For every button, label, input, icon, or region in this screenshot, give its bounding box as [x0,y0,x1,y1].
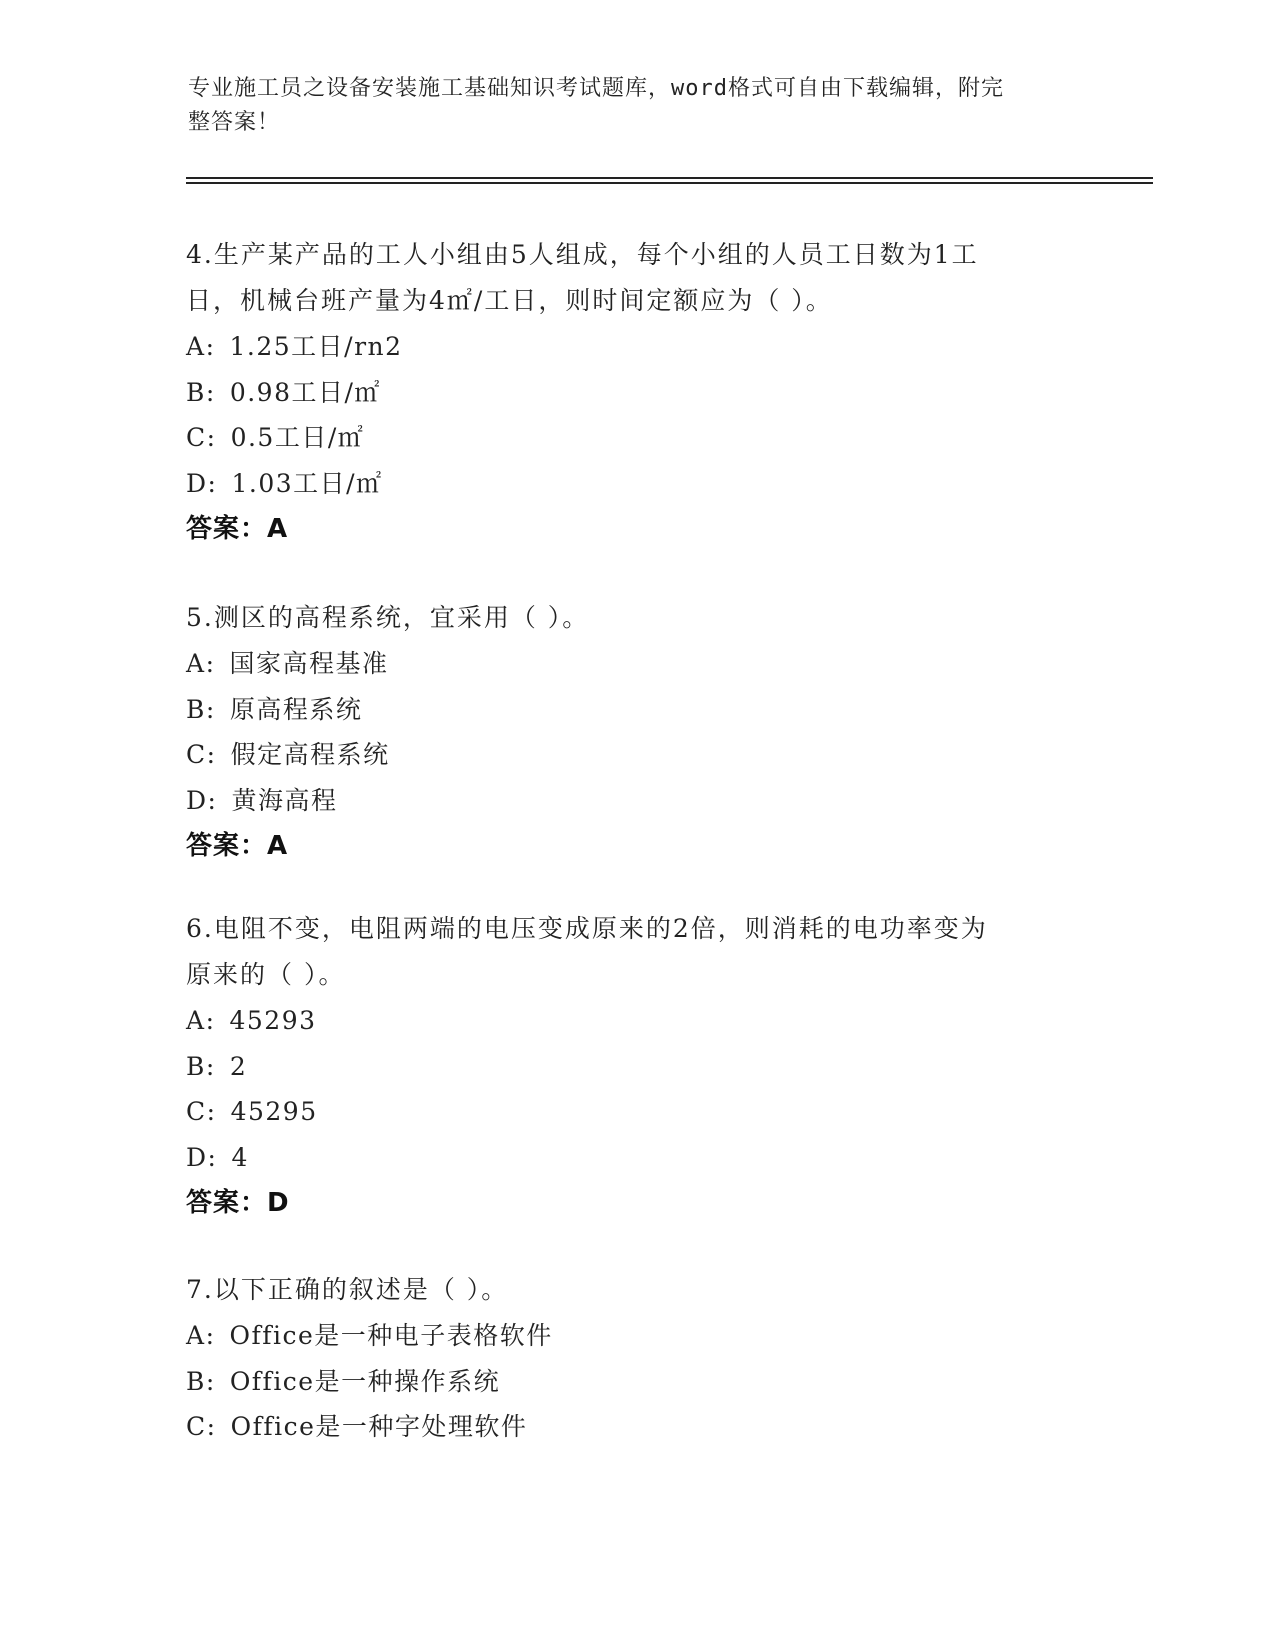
option-text: 原高程系统 [229,694,363,724]
option-letter: C [186,740,207,769]
option-text: 1.25工日/rn2 [229,332,403,361]
option-sep: : [205,1051,216,1081]
option-c [186,415,1066,461]
option-sep: : [205,1321,216,1350]
option-text: Office是一种电子表格软件 [229,1321,553,1350]
question-text-line-1: 6.电阻不变，电阻两端的电压变成原来的2倍，则消耗的电功率变为 [186,914,988,943]
answer-label: 答案：A [186,831,289,861]
option-b [186,1359,1066,1405]
answer-label: 答案：D [186,1188,290,1218]
option-letter: D [186,468,208,498]
option-sep: : [206,740,217,769]
option-text: Office是一种字处理软件 [230,1412,528,1441]
question-6 [186,906,1066,1226]
option-a [186,1313,1066,1359]
option-text: 45295 [230,1097,318,1126]
option-letter: D [186,785,208,815]
option-text: 黄海高程 [231,785,338,815]
option-letter: C [186,1097,207,1126]
option-d [186,778,1066,824]
option-sep: : [205,694,216,724]
option-sep: : [205,1006,216,1035]
option-b [186,370,1066,416]
header-rule-bottom [186,182,1153,184]
option-text: Office是一种操作系统 [229,1366,501,1396]
header-line-1: 专业施工员之设备安装施工基础知识考试题库，word格式可自由下载编辑，附完 [188,76,1004,101]
option-letter: D [186,1142,208,1172]
option-sep: : [206,423,217,452]
question-text-line-2: 原来的（ ）。 [186,960,346,989]
question-text-line-1: 4.生产某产品的工人小组由5人组成，每个小组的人员工日数为1工 [186,240,979,269]
option-sep: : [205,649,216,678]
option-a [186,641,1066,687]
question-text-line-1: 5.测区的高程系统，宜采用（ ）。 [186,603,590,632]
question-text-line-2: 日，机械台班产量为4㎡/工日，则时间定额应为（ ）。 [186,286,833,315]
option-b [186,1044,1066,1090]
option-letter: C [186,423,207,452]
option-text: 0.98工日/㎡ [229,377,381,407]
option-letter: A [186,649,206,678]
option-c [186,732,1066,778]
option-sep: : [206,1097,217,1126]
option-sep: : [205,1366,216,1396]
option-letter: B [186,1366,206,1396]
option-text: 国家高程基准 [229,649,389,678]
option-d [186,1135,1066,1181]
option-text: 45293 [229,1006,317,1035]
option-sep: : [207,1142,218,1172]
question-5 [186,595,1066,869]
option-a [186,324,1066,370]
header-rule-top [186,177,1153,179]
option-letter: B [186,694,206,724]
question-text-line-1: 7.以下正确的叙述是（ ）。 [186,1275,509,1304]
option-c [186,1404,1066,1450]
option-text: 4 [231,1142,249,1172]
question-4 [186,232,1066,552]
option-letter: A [186,1321,206,1350]
option-text: 0.5工日/㎡ [230,423,365,452]
option-letter: A [186,332,206,361]
header-line-2: 整答案！ [188,110,281,135]
option-sep: : [207,468,218,498]
document-header [188,72,1068,140]
option-sep: : [207,785,218,815]
option-d [186,461,1066,507]
option-sep: : [206,1412,217,1441]
option-a [186,998,1066,1044]
option-text: 2 [229,1051,248,1081]
option-sep: : [205,377,216,407]
answer-label: 答案：A [186,514,289,544]
option-letter: C [186,1412,207,1441]
option-letter: B [186,1051,206,1081]
option-text: 假定高程系统 [230,740,390,769]
option-sep: : [205,332,216,361]
option-b [186,687,1066,733]
option-letter: B [186,377,206,407]
question-7 [186,1267,1066,1450]
option-text: 1.03工日/㎡ [231,468,383,498]
option-letter: A [186,1006,206,1035]
option-c [186,1089,1066,1135]
